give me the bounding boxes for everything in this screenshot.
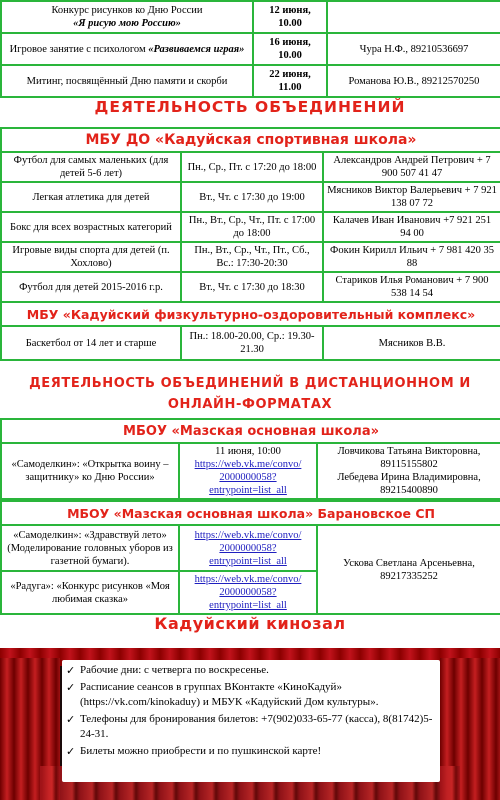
activity-contact: Ускова Светлана Арсеньевна, 89217335252	[318, 526, 500, 613]
event-name: Конкурс рисунков ко Дню России «Я рисую мою Россию»	[2, 2, 252, 32]
event-name: Игровое занятие с психологом «Развиваемся играя»	[2, 34, 252, 64]
event-date: 16 июня, 10.00	[254, 34, 326, 64]
list-item: ✓ Телефоны для бронирования билетов: +7(902)033-65-77 (касса), 8(81742)5-24-31.	[66, 713, 433, 740]
event-contact	[328, 2, 500, 32]
activity-link-cell	[180, 526, 316, 570]
activity-contact: Ловчикова Татьяна Викторовна, 89115155802 Лебедева Ирина Владимировна, 89215400890	[318, 444, 500, 498]
activity-schedule: Пн., Вт., Ср., Чт., Пт. с 17:00 до 18:00	[182, 213, 322, 241]
cinema-title: Кадуйский кинозал	[154, 614, 346, 633]
table-row	[2, 213, 500, 241]
check-icon: ✓	[66, 681, 76, 694]
activity-schedule: Пн.: 18.00-20.00, Ср.: 19.30-21.30	[182, 327, 322, 359]
activity-schedule: Вт., Чт. с 17:30 до 18:30	[182, 273, 322, 301]
activity-contact: Мясников Виктор Валерьевич + 7 921 138 07 72	[324, 183, 500, 211]
table-row	[2, 327, 500, 359]
activity-contact: Мясников В.В.	[324, 327, 500, 359]
check-icon: ✓	[66, 745, 76, 758]
table-row	[2, 183, 500, 211]
check-icon: ✓	[66, 664, 76, 677]
event-row	[2, 34, 500, 64]
list-item: ✓ Рабочие дни: с четверга по воскресенье.	[66, 664, 269, 677]
table-row	[2, 273, 500, 301]
vk-link[interactable]: https://web.vk.me/convo/ 2000000058?entrypoint=list_all	[194, 574, 302, 611]
activity-link-cell: 11 июня, 10:00 https://web.vk.me/convo/ 2000000058?entrypoint=list_all	[180, 444, 316, 498]
baranov-table	[0, 500, 500, 615]
list-item: ✓ Расписание сеансов в группах ВКонтакте «КиноКадуй» (https://vk.com/kinokaduy) и МБУК «Кадуйский Дом культуры».	[66, 681, 379, 708]
mazskaya-table	[0, 418, 500, 500]
activity-schedule: Вт., Чт. с 17:30 до 19:00	[182, 183, 322, 211]
sport-school-table	[0, 127, 500, 361]
event-row	[2, 66, 500, 96]
org-title: МБОУ «Мазская основная школа» Барановское СП	[2, 502, 500, 524]
activity-schedule: Пн., Ср., Пт. с 17:20 до 18:00	[182, 153, 322, 181]
vk-link[interactable]: https://web.vk.me/convo/ 2000000058?entrypoint=list_all	[194, 529, 302, 567]
vk-link[interactable]: https://web.vk.me/convo/ 2000000058?entrypoint=list_all	[194, 459, 302, 496]
check-icon: ✓	[66, 713, 76, 726]
activity-schedule: Пн., Вт., Ср., Чт., Пт., Сб., Вс.: 17:30-20:30	[182, 243, 322, 271]
events-table	[0, 0, 500, 98]
event-row	[2, 2, 500, 32]
table-row	[2, 526, 500, 570]
activity-contact: Фокин Кирилл Ильич + 7 981 420 35 88	[324, 243, 500, 271]
activity-name: Легкая атлетика для детей	[2, 183, 180, 211]
activity-name: Футбол для самых маленьких (для детей 5-6 лет)	[2, 153, 180, 181]
activity-link-cell	[180, 572, 316, 613]
org-title: МБОУ «Мазская основная школа»	[2, 420, 500, 442]
table-row	[2, 153, 500, 181]
cinema-info-list	[62, 660, 440, 759]
activity-contact: Стариков Илья Романович + 7 900 538 14 54	[324, 273, 500, 301]
activity-name: Баскетбол от 14 лет и старше	[2, 327, 180, 359]
activity-name: «Самоделкин»: «Открытка воину – защитнику» ко Дню России»	[2, 444, 178, 498]
activity-name: Футбол для детей 2015-2016 г.р.	[2, 273, 180, 301]
cinema-banner	[0, 648, 500, 800]
event-date: 12 июня, 10.00	[254, 2, 326, 32]
activity-contact: Александров Андрей Петрович + 7 900 507 41 47	[324, 153, 500, 181]
event-contact: Чура Н.Ф., 89210536697	[328, 34, 500, 64]
section-title: ДЕЯТЕЛЬНОСТЬ ОБЪЕДИНЕНИЙ	[94, 98, 406, 116]
org-title: МБУ ДО «Кадуйская спортивная школа»	[2, 129, 500, 151]
activity-contact: Калачев Иван Иванович +7 921 251 94 00	[324, 213, 500, 241]
list-item: ✓ Билеты можно приобрести и по пушкинской карте!	[66, 745, 322, 758]
event-date: 22 июня, 11.00	[254, 66, 326, 96]
activity-name: Игровые виды спорта для детей (п. Хохлово)	[2, 243, 180, 271]
cinema-info-panel	[62, 660, 440, 782]
table-row	[2, 243, 500, 271]
section-title: ДЕЯТЕЛЬНОСТЬ ОБЪЕДИНЕНИЙ В ДИСТАНЦИОННОМ И ОНЛАЙН-ФОРМАТАХ	[29, 376, 471, 412]
activity-name: «Самоделкин»: «Здравствуй лето» (Моделирование головных уборов из газетной бумаги).	[2, 526, 178, 570]
event-name: Митинг, посвящённый Дню памяти и скорби	[2, 66, 252, 96]
activity-name: «Радуга»: «Конкурс рисунков «Моя любимая сказка»	[2, 572, 178, 613]
table-row	[2, 444, 500, 498]
org-title: МБУ «Кадуйский физкультурно-оздоровительный комплекс»	[2, 303, 500, 325]
activity-name: Бокс для всех возрастных категорий	[2, 213, 180, 241]
event-contact: Романова Ю.В., 89212570250	[328, 66, 500, 96]
